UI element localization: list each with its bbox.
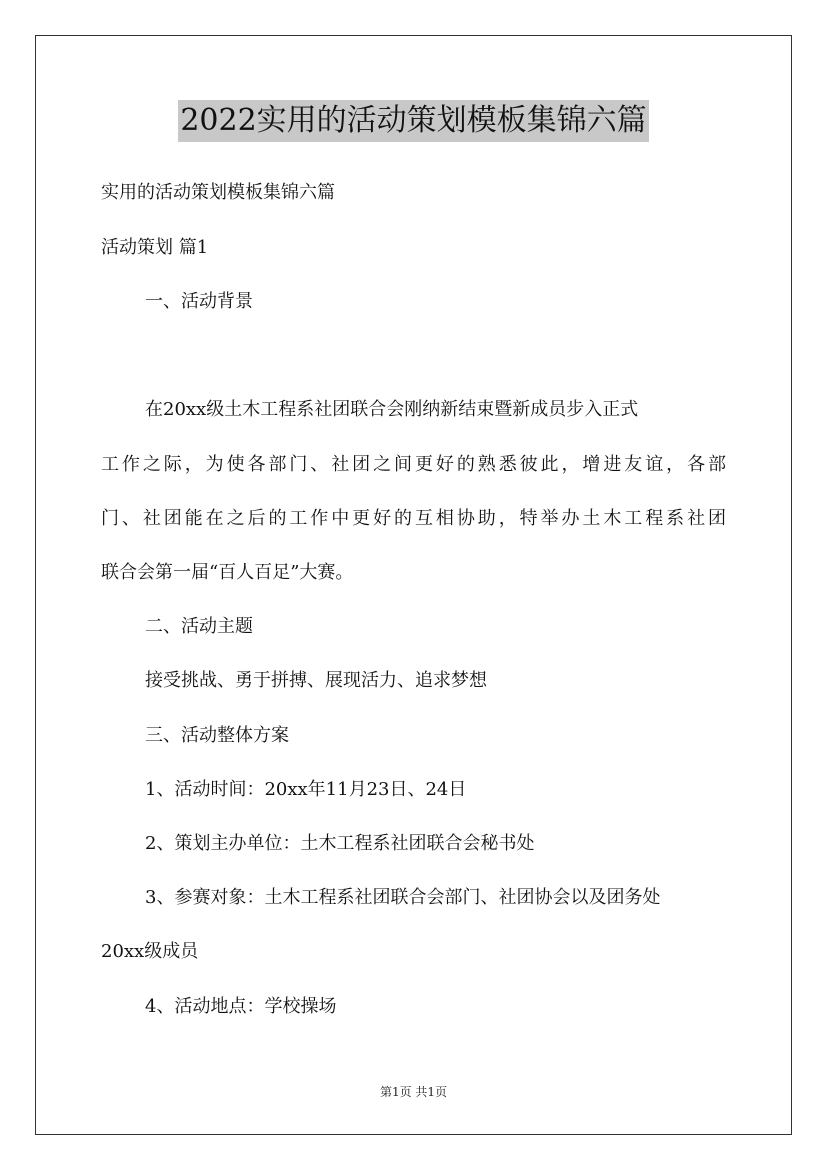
theme-text: 接受挑战、勇于拼搏、展现活力、追求梦想	[145, 670, 487, 691]
plan-item-participants: 3、参赛对象：土木工程系社团联合会部门、社团协会以及团务处	[145, 887, 661, 908]
plan-item-time: 1、活动时间：20xx年11月23日、24日	[145, 779, 467, 800]
title-container	[0, 100, 827, 142]
paragraph-line: 联合会第一届“百人百足”大赛。	[101, 562, 354, 583]
plan-item-location: 4、活动地点：学校操场	[145, 996, 337, 1017]
plan-item-organizer: 2、策划主办单位：土木工程系社团联合会秘书处	[145, 833, 535, 854]
document-title: 2022实用的活动策划模板集锦六篇	[178, 100, 648, 142]
paragraph-line: 工作之际，为使各部门、社团之间更好的熟悉彼此，增进友谊，各部	[101, 454, 726, 475]
paragraph-line: 门、社团能在之后的工作中更好的互相协助，特举办土木工程系社团	[101, 508, 726, 529]
plan-heading: 三、活动整体方案	[145, 725, 289, 746]
paragraph-line: 在20xx级土木工程系社团联合会刚纳新结束暨新成员步入正式	[145, 399, 639, 420]
page-footer: 第1页 共1页	[379, 1085, 448, 1099]
document-subtitle: 实用的活动策划模板集锦六篇	[101, 182, 335, 203]
section-heading: 活动策划 篇1	[101, 237, 209, 258]
background-heading: 一、活动背景	[145, 291, 253, 312]
plan-item-participants-cont: 20xx级成员	[101, 941, 199, 962]
theme-heading: 二、活动主题	[145, 616, 253, 637]
